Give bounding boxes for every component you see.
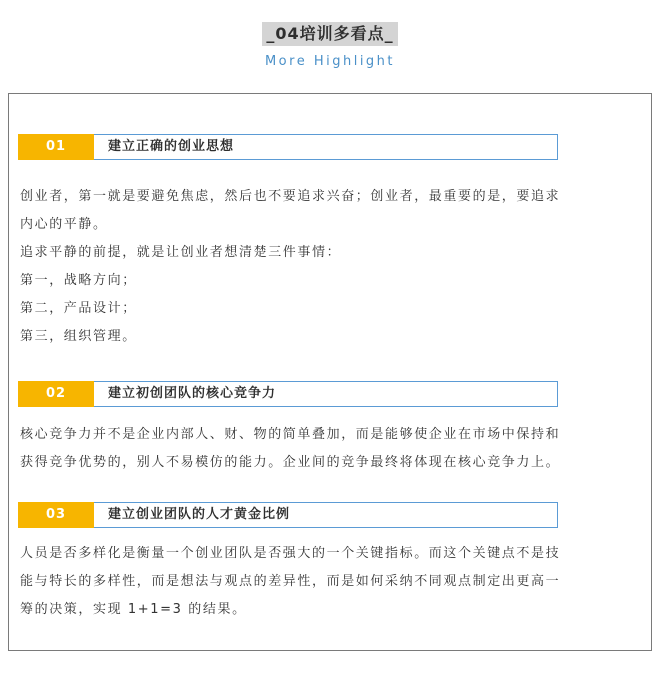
section-1-number: 01 [18, 134, 94, 160]
section-3-header [18, 502, 558, 528]
section-1-header [18, 134, 558, 160]
section-1-line: 创业者，第一就是要避免焦虑，然后也不要追求兴奋；创业者，最重要的是，要追求 [20, 189, 561, 204]
section-2-number: 02 [18, 381, 94, 407]
section-2-line: 获得竞争优势的，别人不易模仿的能力。企业间的竞争最终将体现在核心竞争力上。 [20, 455, 561, 470]
section-2-line: 核心竞争力并不是企业内部人、财、物的简单叠加，而是能够使企业在市场中保持和 [20, 427, 561, 442]
section-1-line: 追求平静的前提，就是让创业者想清楚三件事情： [20, 245, 342, 260]
section-3-number: 03 [18, 502, 94, 528]
section-3-title: 建立创业团队的人才黄金比例 [108, 507, 291, 522]
section-1-line: 第二，产品设计； [20, 301, 137, 316]
section-2-title: 建立初创团队的核心竞争力 [108, 386, 277, 401]
page-title: _04培训多看点_ [262, 22, 397, 46]
section-1-body [20, 183, 642, 351]
section-2-body [20, 421, 642, 477]
section-1-line: 内心的平静。 [20, 217, 108, 232]
section-1-line: 第一，战略方向； [20, 273, 137, 288]
section-3-body [20, 540, 642, 624]
section-3-line: 筹的决策，实现 1+1=3 的结果。 [20, 602, 247, 617]
section-3-line: 人员是否多样化是衡量一个创业团队是否强大的一个关键指标。而这个关键点不是技 [20, 546, 561, 561]
section-1-title-bar [94, 134, 558, 160]
section-3-line: 能与特长的多样性，而是想法与观点的差异性，而是如何采纳不同观点制定出更高一 [20, 574, 561, 589]
page-header [0, 22, 660, 70]
section-3-title-bar [94, 502, 558, 528]
section-2-title-bar [94, 381, 558, 407]
section-1-line: 第三，组织管理。 [20, 329, 137, 344]
section-1-title: 建立正确的创业思想 [108, 139, 235, 154]
page-subtitle: More Highlight [264, 54, 396, 69]
section-2-header [18, 381, 558, 407]
